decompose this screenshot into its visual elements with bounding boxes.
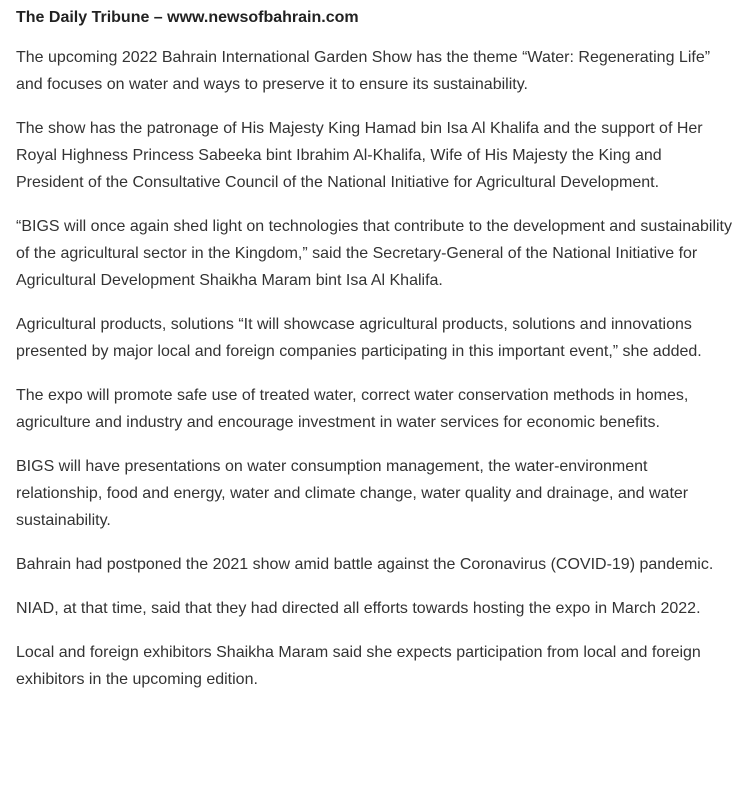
article-paragraph: BIGS will have presentations on water consumption management, the water-environment relationship, food and energy, water and climate change, water quality and drainage, and water sustainability. xyxy=(16,458,689,529)
article-paragraph: Local and foreign exhibitors Shaikha Maram said she expects participation from local and foreign exhibitors in the upcoming edition. xyxy=(16,644,701,688)
article-paragraph: The upcoming 2022 Bahrain International Garden Show has the theme “Water: Regenerating Life” and focuses on water and ways to preserve it to ensure its sustainability. xyxy=(16,49,711,93)
article-paragraph: The expo will promote safe use of treated water, correct water conservation methods in homes, agriculture and industry and encourage investment in water services for economic benefits. xyxy=(16,387,689,431)
article-paragraph: Agricultural products, solutions “It will showcase agricultural products, solutions and innovations presented by major local and foreign companies participating in this important event,” she added. xyxy=(16,316,702,360)
source-line: The Daily Tribune – www.newsofbahrain.com xyxy=(16,9,359,26)
article-paragraph: The show has the patronage of His Majesty King Hamad bin Isa Al Khalifa and the support of Her Royal Highness Princess Sabeeka bint Ibrahim Al-Khalifa, Wife of His Majesty the King and President of the Consultative Council of the National Initiative for Agricultural Development. xyxy=(16,120,703,191)
article-paragraph: NIAD, at that time, said that they had directed all efforts towards hosting the expo in March 2022. xyxy=(16,600,701,617)
article-paragraph: Bahrain had postponed the 2021 show amid battle against the Coronavirus (COVID-19) pandemic. xyxy=(16,556,714,573)
article-paragraph: “BIGS will once again shed light on technologies that contribute to the development and sustainability of the agricultural sector in the Kingdom,” said the Secretary-General of the National Initiative for Agricultural Development Shaikha Maram bint Isa Al Khalifa. xyxy=(16,218,732,289)
